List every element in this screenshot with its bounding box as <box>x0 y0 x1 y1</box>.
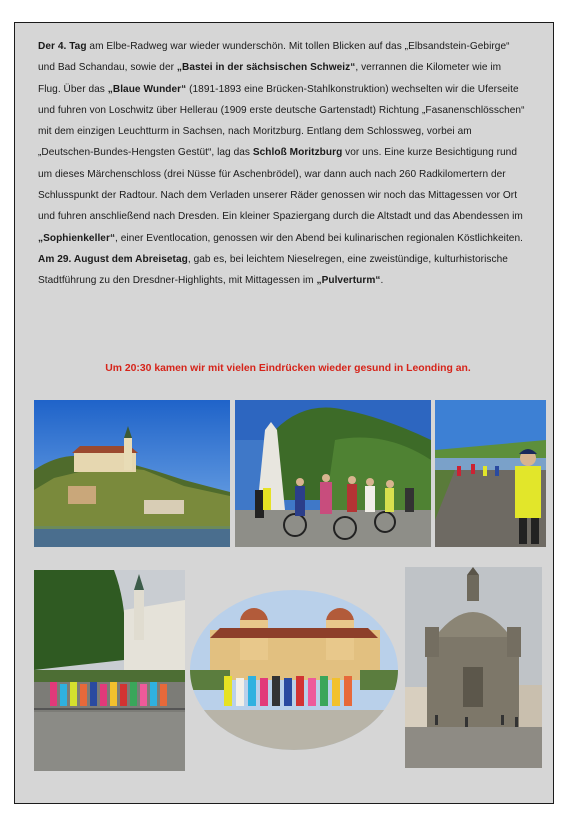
bold-schloss-moritzburg: Schloß Moritzburg <box>252 147 343 159</box>
report-text <box>38 36 526 292</box>
text-span: vor uns. Eine kurze Besichtigung rund um dieses Märchenschloss (drei Nüsse für Aschenbrödel), war dann auch nach 260 Radkilomertern der Schlusspunkt der Radtour. Nach dem Verladen unserer Räder genossen wir noch das Mittagessen vor Ort und fuhren anschließend nach Dresden. Ein kleiner Spaziergang durch die Altstadt und das Abendessen im <box>38 147 523 223</box>
paragraph-day-4 <box>38 36 526 249</box>
photo-frauenkirche <box>405 567 542 768</box>
text-span: , gab es, bei leichtem Nieselregen, eine zweistündige, kulturhistorische Stadtführung zu den Dresdner-Highlights, mit Mittagessen im <box>38 253 508 287</box>
text-span: , verrannen die Kilometer wie im Flug. Über das <box>38 62 502 95</box>
photo-schloss-moritzburg-group <box>190 590 398 750</box>
photo-castle-on-hill <box>34 400 230 547</box>
bold-day-4: Der 4. Tag <box>38 41 87 52</box>
text-span: , einer Eventlocation, genossen wir den Abend bei kulinarischen regionalen Köstlichkeiten. <box>115 232 523 244</box>
bold-pulverturm: „Pulverturm“ <box>316 275 381 287</box>
text-span: (1891-1893 eine Brücken-Stahlkonstruktion) wechselten wir die Uferseite und fuhren von Loschwitz über Hellerau (1909 erste deutsche Gartenstadt) Richtung „Fasanenschlösschen“ mit dem einzigen Leuchtturm in Sachsen, nach Moritzburg. Entlang dem Schlossweg, vorbei am „Deutschen-Bundes-Hengsten Gestüt“, lag das <box>38 83 525 159</box>
bold-bastei: „Bastei in der sächsischen Schweiz“ <box>176 62 356 74</box>
bold-blaues-wunder: „Blaue Wunder“ <box>107 83 187 95</box>
paragraph-departure-day <box>38 249 526 292</box>
photo-group-lineup <box>34 570 185 771</box>
text-span: am Elbe-Radweg war wieder wunderschön. Mit tollen Blicken auf das „Elbsandstein-Gebirge“ und Bad Schandau, sowie der <box>38 41 510 74</box>
text-span: . <box>380 275 384 287</box>
closing-line: Um 20:30 kamen wir mit vielen Eindrücken wieder gesund in Leonding an. <box>105 363 471 374</box>
photo-riverside-path <box>435 400 546 547</box>
bold-departure-date: Am 29. August dem Abreisetag <box>38 253 188 265</box>
photo-group-at-obelisk <box>235 400 431 547</box>
bold-sophienkeller: „Sophienkeller“ <box>38 232 116 244</box>
